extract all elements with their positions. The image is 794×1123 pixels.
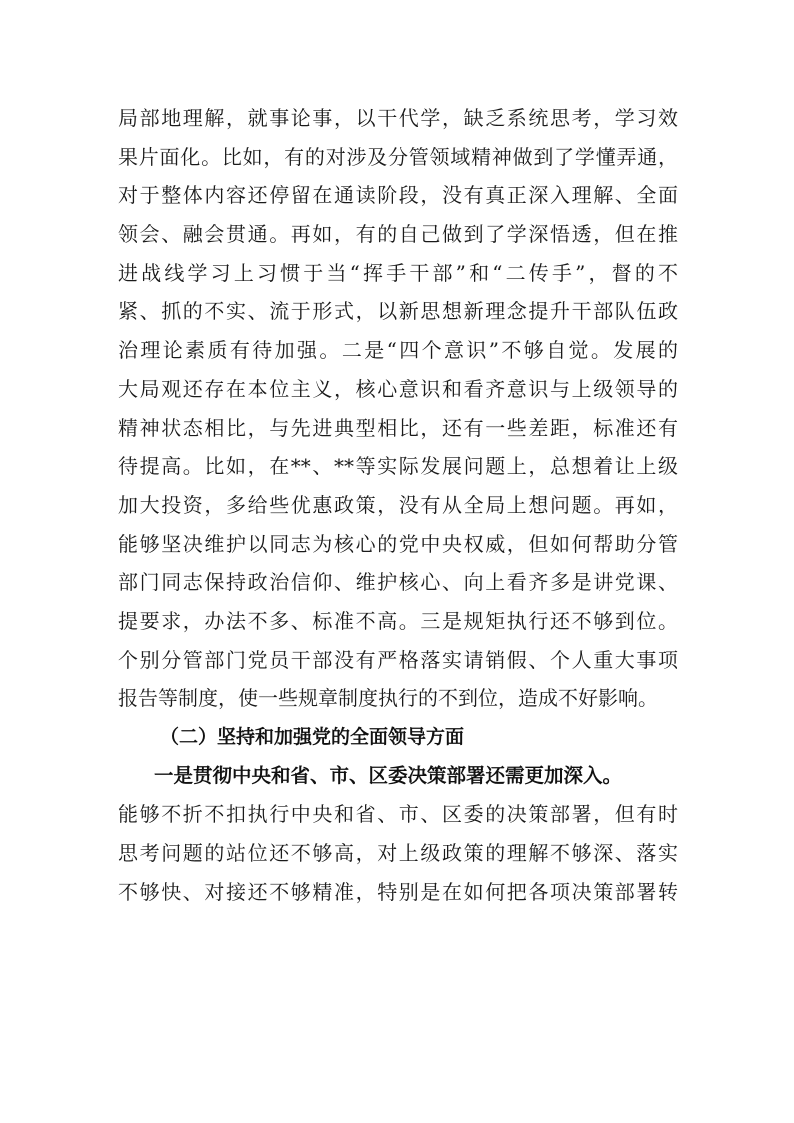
body-text-line: 加大投资，多给些优惠政策，没有从全局上想问题。再如，	[118, 492, 678, 517]
body-text-line: 思考问题的站位还不够高，对上级政策的理解不够深、落实	[118, 841, 678, 866]
body-text-line: 能够不折不扣执行中央和省、市、区委的决策部署，但有时	[118, 802, 678, 827]
body-text-line: 局部地理解，就事论事，以干代学，缺乏系统思考，学习效	[118, 106, 678, 130]
body-text-line: 待提高。比如，在**、**等实际发展问题上，总想着让上级	[118, 454, 678, 479]
body-text-line: 进战线学习上习惯于当“挥手干部”和“二传手”，督的不	[118, 260, 678, 285]
body-text-line: 果片面化。比如，有的对涉及分管领域精神做到了学懂弄通，	[118, 144, 678, 169]
document-body	[118, 99, 678, 911]
body-text-line: 治理论素质有待加强。二是“四个意识”不够自觉。发展的	[118, 338, 678, 363]
body-text-line: 紧、抓的不实、流于形式，以新思想新理念提升干部队伍政	[118, 299, 678, 324]
body-text-line: 不够快、对接还不够精准，特别是在如何把各项决策部署转	[118, 879, 678, 904]
body-text-line: 部门同志保持政治信仰、维护核心、向上看齐多是讲党课、	[118, 570, 678, 595]
body-text-line: 报告等制度，使一些规章制度执行的不到位，造成不好影响。	[118, 686, 658, 711]
body-text-line: 能够坚决维护以同志为核心的党中央权威，但如何帮助分管	[118, 531, 678, 556]
section-heading: （二）坚持和加强党的全面领导方面	[160, 726, 465, 748]
paragraph-lead-sentence: 一是贯彻中央和省、市、区委决策部署还需更加深入。	[154, 763, 623, 787]
body-text-line: 领会、融会贯通。再如，有的自己做到了学深悟透，但在推	[118, 222, 678, 247]
body-text-line: 精神状态相比，与先进典型相比，还有一些差距，标准还有	[118, 415, 678, 440]
body-text-line: 提要求，办法不多、标准不高。三是规矩执行还不够到位。	[118, 608, 678, 633]
body-text-line: 个别分管部门党员干部没有严格落实请销假、个人重大事项	[118, 647, 678, 672]
body-text-line: 对于整体内容还停留在通读阶段，没有真正深入理解、全面	[118, 183, 678, 208]
body-text-line: 大局观还存在本位主义，核心意识和看齐意识与上级领导的	[118, 376, 678, 401]
